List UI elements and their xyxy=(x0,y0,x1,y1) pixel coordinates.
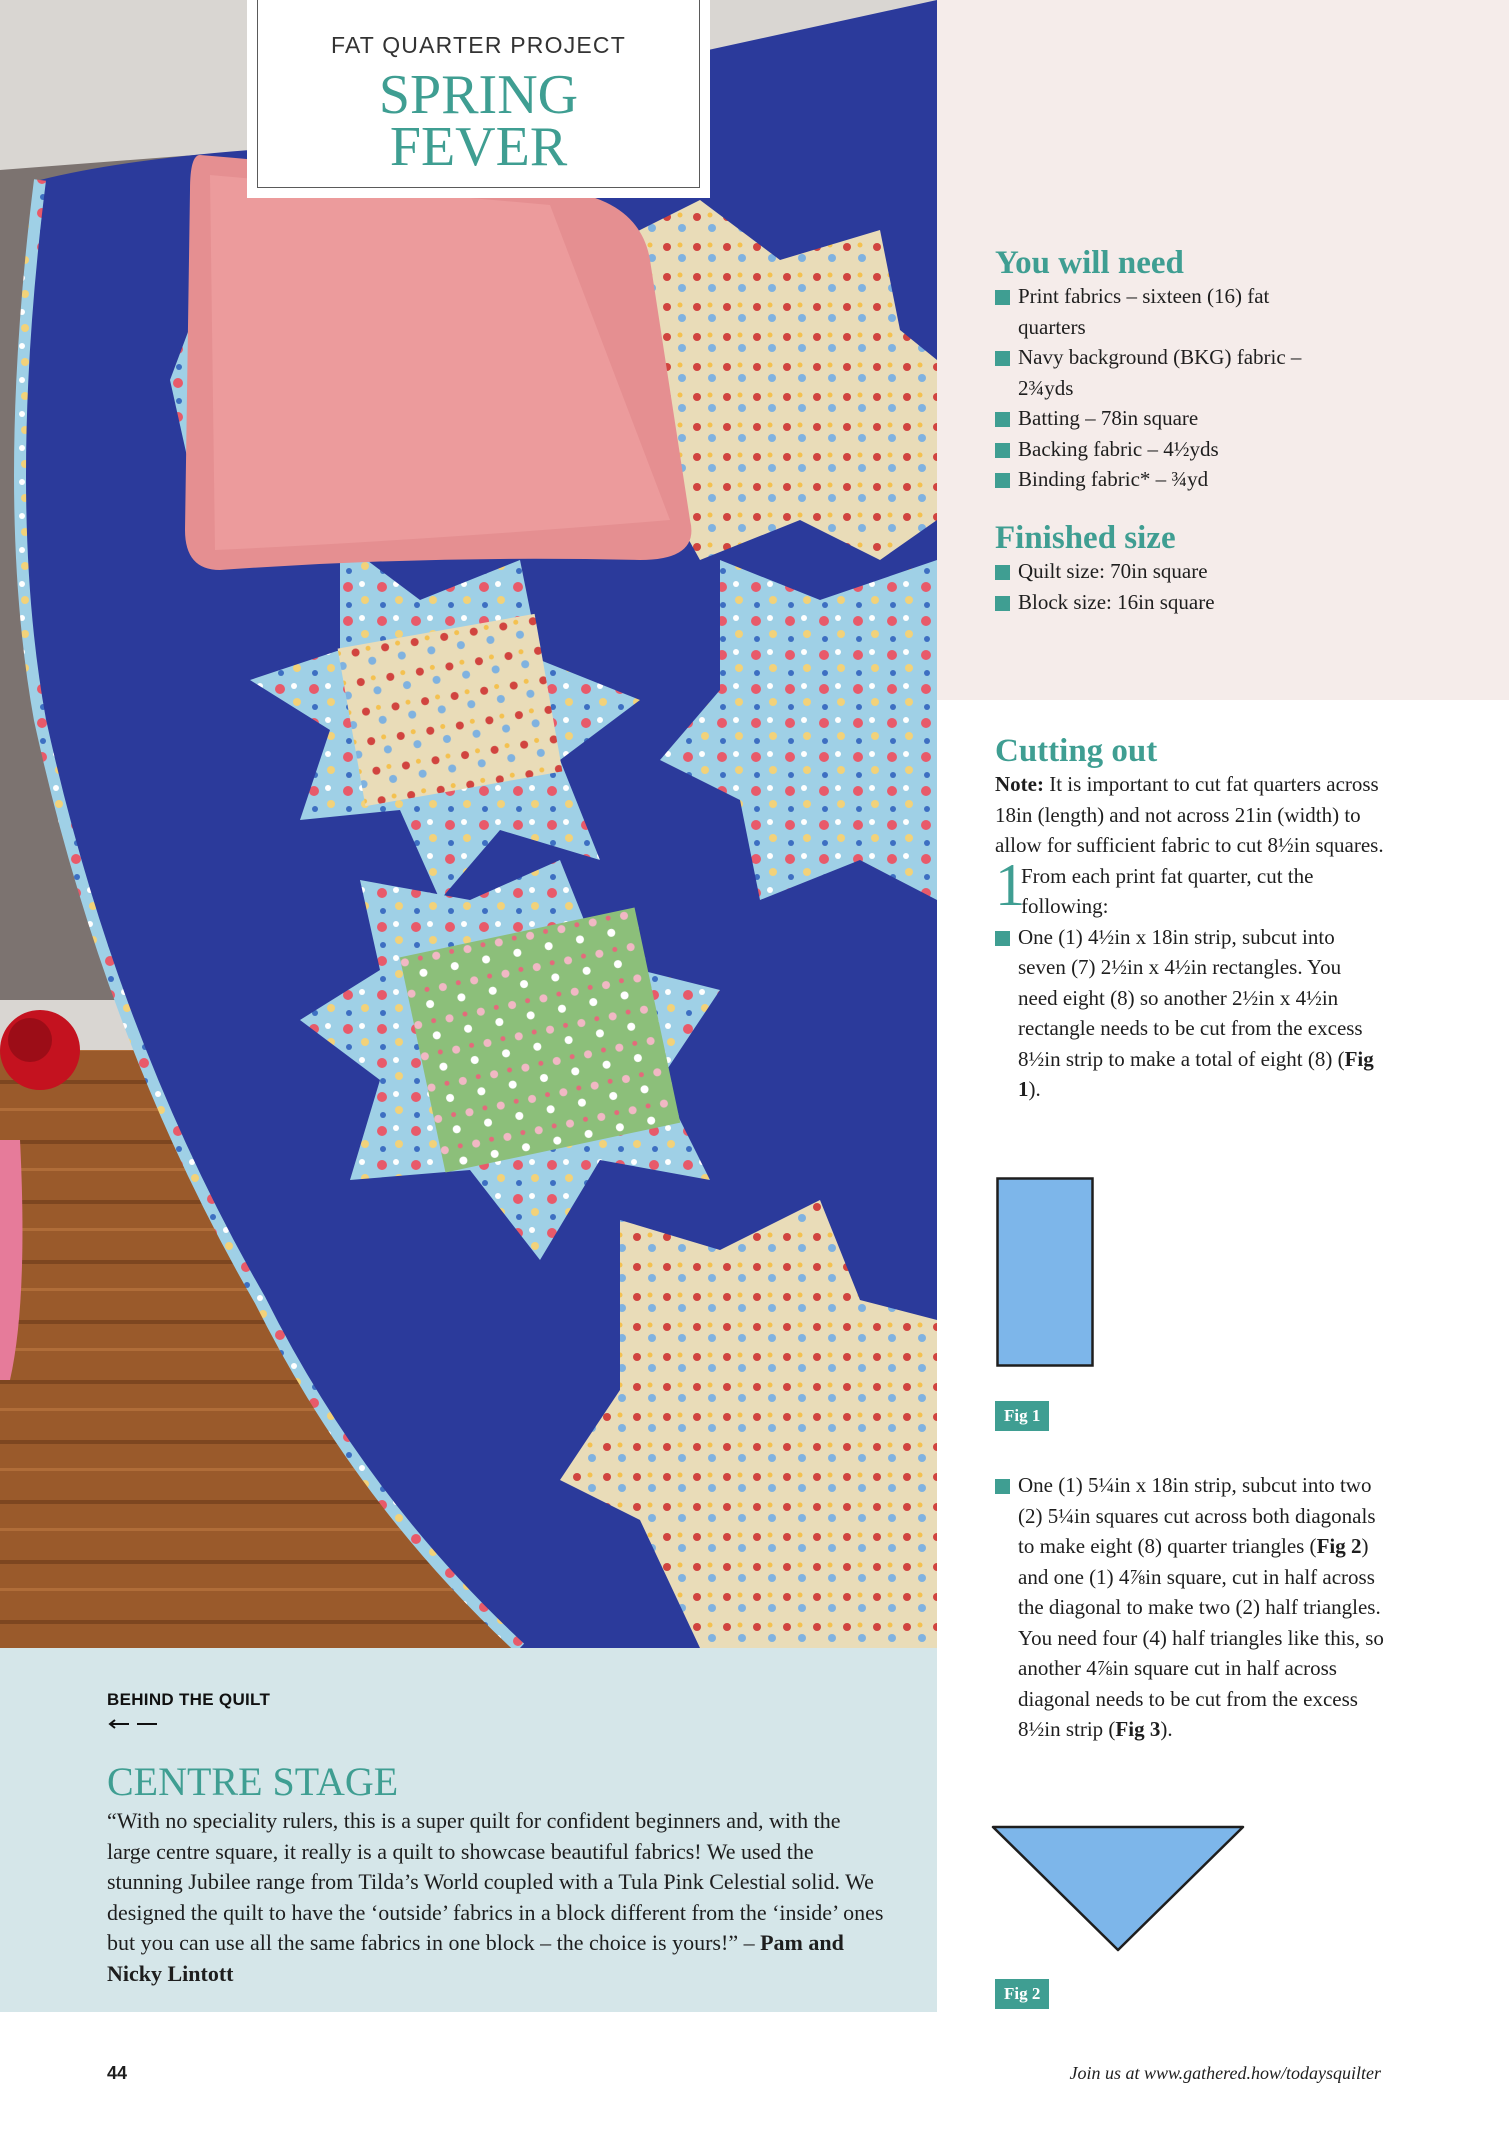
list-item: Batting – 78in square xyxy=(995,403,1325,434)
finished-size-list xyxy=(995,556,1385,617)
cutting-note xyxy=(995,769,1385,861)
list-item xyxy=(995,1470,1385,1745)
you-will-need-section xyxy=(995,245,1385,495)
figure-ref: Fig 3 xyxy=(1115,1717,1161,1741)
finished-size-heading: Finished size xyxy=(995,520,1176,556)
step-number: 1 xyxy=(995,851,1025,918)
list-item: Block size: 16in square xyxy=(995,587,1385,618)
list-item: Navy background (BKG) fabric – 2¾yds xyxy=(995,342,1325,403)
finished-size-section xyxy=(995,520,1385,617)
behind-kicker: BEHIND THE QUILT xyxy=(107,1690,271,1709)
fig2-triangle xyxy=(990,1824,1246,1954)
figure-ref: Fig 2 xyxy=(1316,1534,1362,1558)
cutting-list-2 xyxy=(995,1470,1385,1745)
step-text: From each print fat quarter, cut the following: xyxy=(1021,863,1314,918)
list-item xyxy=(995,922,1385,1105)
title-line-2: FEVER xyxy=(389,116,568,178)
behind-title: CENTRE STAGE xyxy=(107,1759,399,1804)
bullet-end: ). xyxy=(1028,1077,1041,1101)
title-frame xyxy=(257,0,700,188)
bullet-mid: ) and one (1) 4⅞in square, cut in half across the diagonal to make two (2) half triangles. You need four (4) half triangles like this, so another 4⅞in square cut in half across diagonal needs to be cut from the excess 8½in strip ( xyxy=(1018,1534,1384,1741)
page-title xyxy=(258,64,699,178)
designer-quote xyxy=(107,1806,887,1989)
step-1 xyxy=(995,851,1385,922)
bullet-text: One (1) 4½in x 18in strip, subcut into seven (7) 2½in x 4½in rectangles. You need eight (8) so another 2½in x 4½in rectangle needs to be cut from the excess 8½in strip to make a total of eight (8) ( xyxy=(1018,924,1363,1071)
list-item: Quilt size: 70in square xyxy=(995,556,1385,587)
project-kicker: FAT QUARTER PROJECT xyxy=(330,32,626,58)
page-number: 44 xyxy=(107,2063,128,2083)
quilt-photo xyxy=(0,0,937,1648)
behind-the-quilt-panel xyxy=(0,1648,937,2012)
cutting-out-section xyxy=(995,733,1385,1105)
figure-ref: Fig 1 xyxy=(1018,1046,1374,1101)
note-label: Note: xyxy=(995,772,1044,796)
title-line-1: SPRING xyxy=(378,64,579,126)
bullet-end: ). xyxy=(1160,1717,1173,1741)
you-will-need-heading: You will need xyxy=(995,245,1184,281)
cutting-list-2-section xyxy=(995,1470,1385,1745)
bullet-text: One (1) 5¼in x 18in strip, subcut into two (2) 5¼in squares cut across both diagonals to make eight (8) quarter triangles ( xyxy=(1018,1473,1376,1558)
cutting-list-1 xyxy=(995,922,1385,1105)
list-item: Print fabrics – sixteen (16) fat quarters xyxy=(995,281,1325,342)
list-item: Binding fabric* – ¾yd xyxy=(995,464,1325,495)
cutting-out-heading: Cutting out xyxy=(995,733,1158,769)
arrow-left-icon xyxy=(107,1718,159,1730)
quote-author: Pam and Nicky Lintott xyxy=(107,1930,844,1986)
footer-url: Join us at www.gathered.how/todaysquilter xyxy=(1069,2063,1381,2083)
list-item: Backing fabric – 4½yds xyxy=(995,434,1325,465)
you-will-need-list xyxy=(995,281,1325,495)
fig2-label: Fig 2 xyxy=(995,1979,1049,2009)
quote-text: “With no speciality rulers, this is a super quilt for confident beginners and, with the large centre square, it really is a quilt to showcase beautiful fabrics! We used the stunning Jubilee range from Tilda’s World coupled with a Tula Pink Celestial solid. We designed the quilt to have the ‘outside’ fabrics in a block different from the ‘inside’ ones but you can use all the same fabrics in one block – the choice is yours!” – xyxy=(107,1808,884,1955)
fig1-label: Fig 1 xyxy=(995,1401,1049,1431)
note-text: It is important to cut fat quarters across 18in (length) and not across 21in (width) to allow for sufficient fabric to cut 8½in squares. xyxy=(995,772,1384,857)
title-box xyxy=(247,0,710,198)
fig1-rectangle xyxy=(996,1177,1094,1367)
